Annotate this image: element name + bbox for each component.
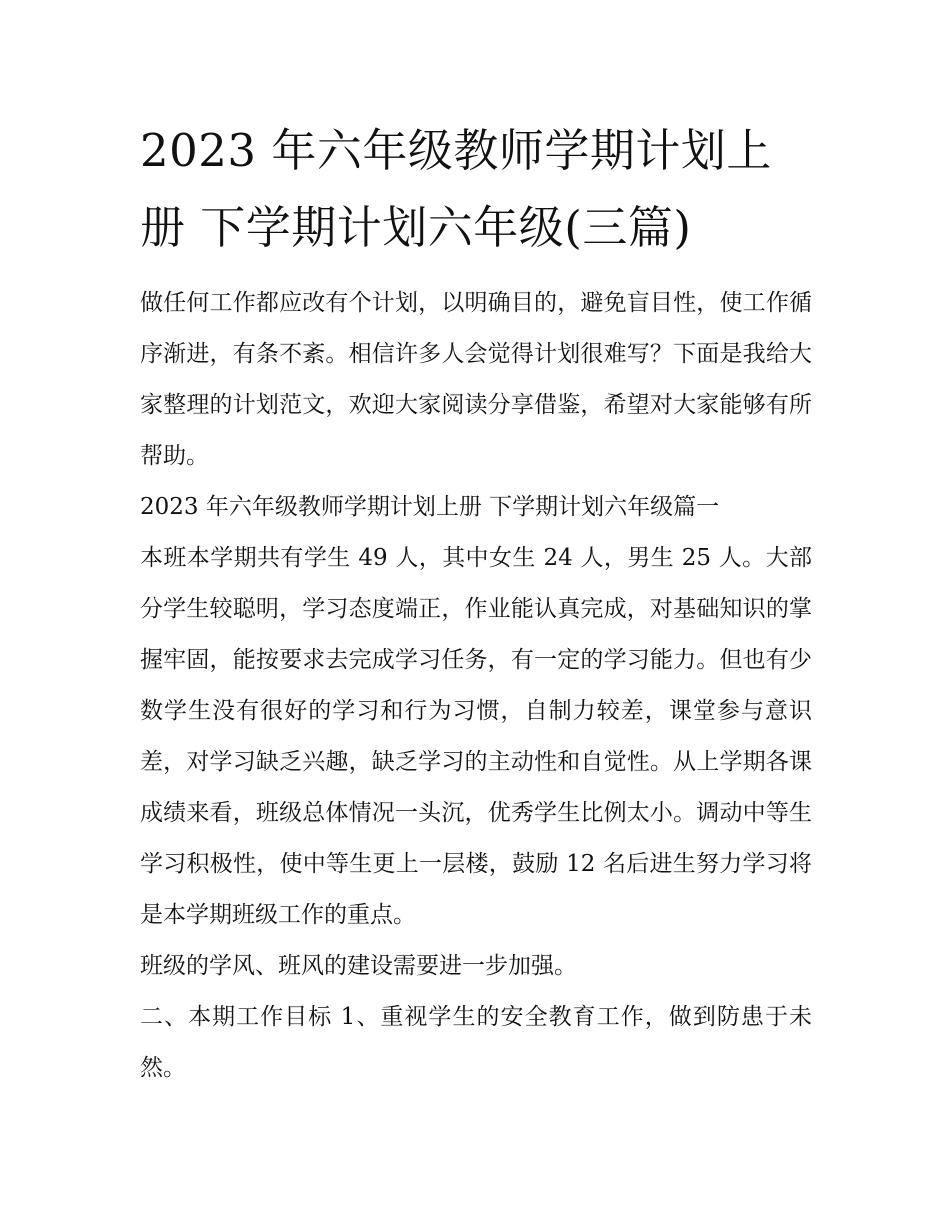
section-2-paragraph: 二、本期工作目标 1、重视学生的安全教育工作，做到防患于未然。 — [140, 1004, 812, 1081]
document-page — [140, 112, 812, 1094]
document-title — [140, 112, 812, 266]
section-1-paragraph-2: 班级的学风、班风的建设需要进一步加强。 — [140, 953, 577, 979]
section-heading-1: 2023 年六年级教师学期计划上册 下学期计划六年级篇一 — [140, 494, 720, 520]
title-line-1: 2023 年六年级教师学期计划上 — [140, 124, 772, 177]
title-line-2: 册 下学期计划六年级(三篇) — [140, 201, 692, 254]
intro-paragraph: 做任何工作都应改有个计划，以明确目的，避免盲目性，使工作循序渐进，有条不紊。相信许多人会觉得计划很难写？下面是我给大家整理的计划范文，欢迎大家阅读分享借鉴，希望对大家能够有所帮助。 — [140, 290, 812, 469]
section-1-paragraph: 本班本学期共有学生 49 人，其中女生 24 人，男生 25 人。大部分学生较聪明，学习态度端正，作业能认真完成，对基础知识的掌握牢固，能按要求去完成学习任务，有一定的学习能力。但也有少数学生没有很好的学习和行为习惯，自制力较差，课堂参与意识差，对学习缺乏兴趣，缺乏学习的主动性和自觉性。从上学期各课成绩来看，班级总体情况一头沉，优秀学生比例太小。调动中等生学习积极性，使中等生更上一层楼，鼓励 12 名后进生努力学习将是本学期班级工作的重点。 — [140, 545, 812, 928]
